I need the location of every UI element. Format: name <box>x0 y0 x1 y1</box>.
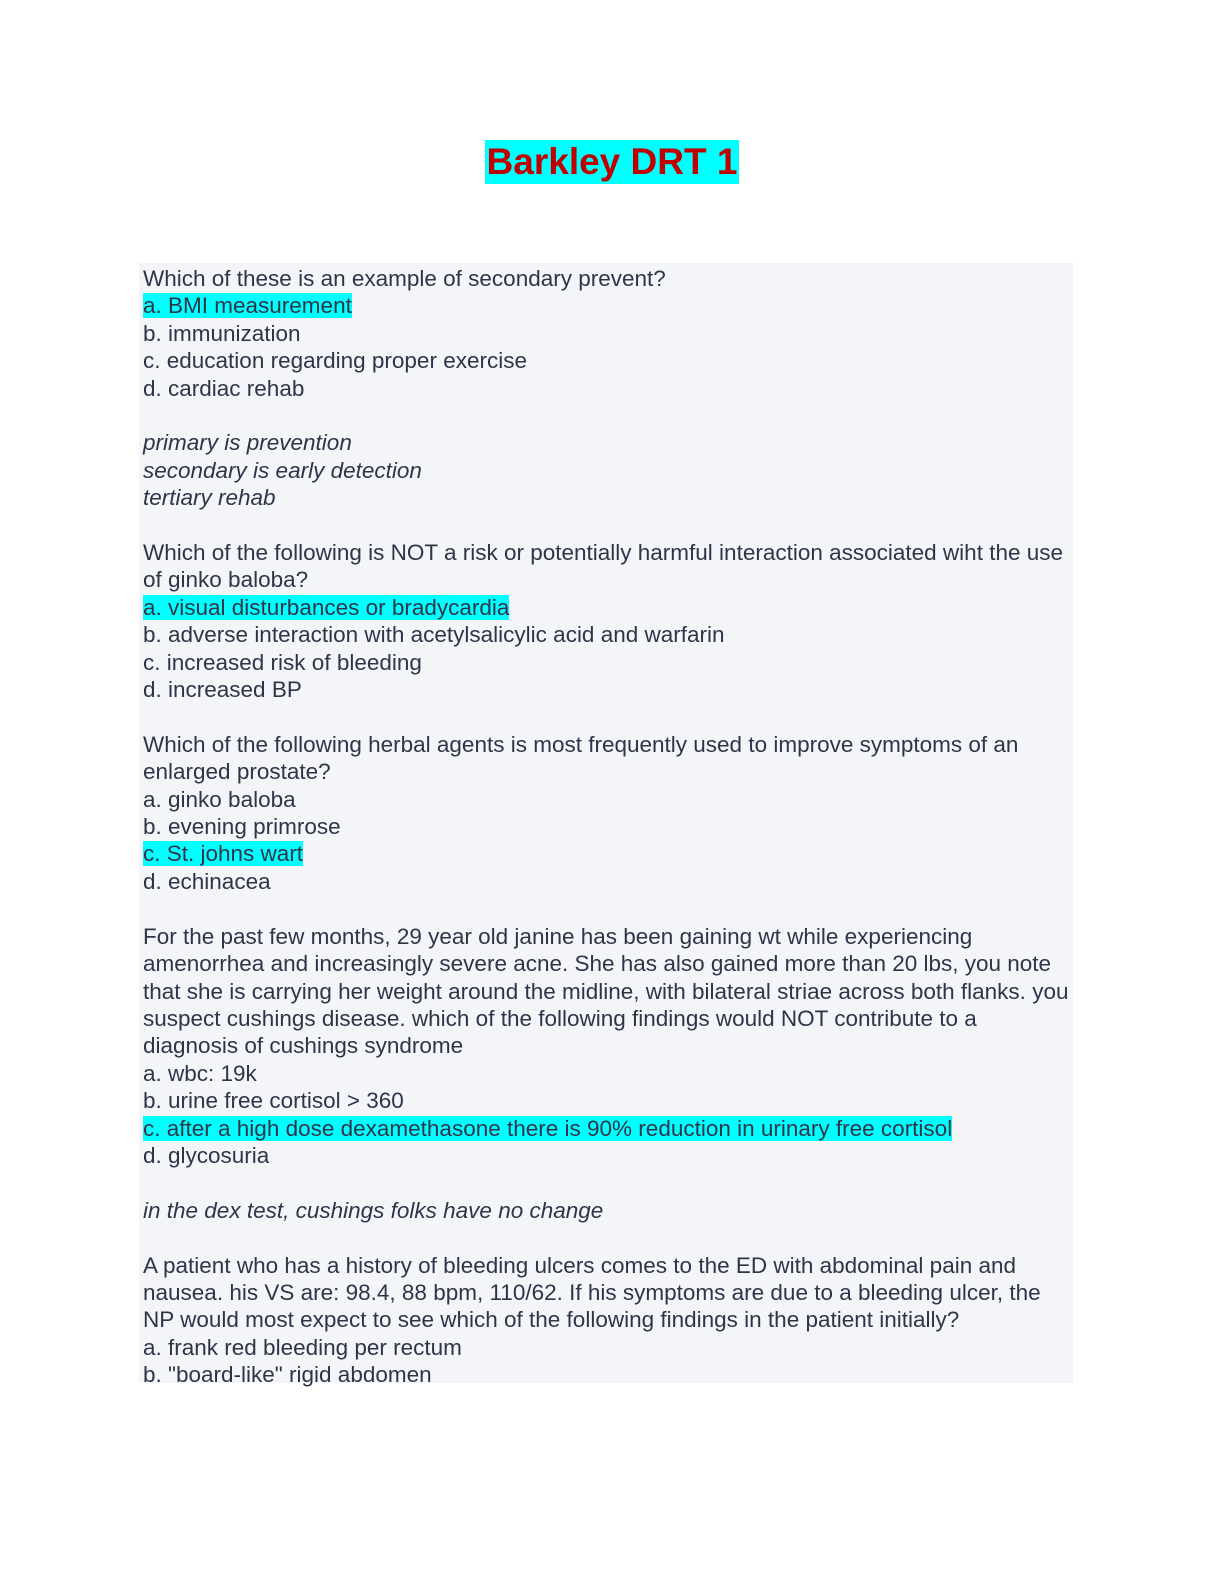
note-line: primary is prevention <box>143 430 352 456</box>
answer-option: c. education regarding proper exercise <box>143 348 527 374</box>
question-4 <box>143 923 1069 1170</box>
spacer <box>143 1224 1069 1251</box>
question-stem: Which of these is an example of secondary prevent? <box>143 266 666 291</box>
question-stem: Which of the following is NOT a risk or potentially harmful interaction associated wiht the use of ginko baloba? <box>143 540 1064 593</box>
note-line: tertiary rehab <box>143 485 276 511</box>
spacer <box>143 1169 1069 1196</box>
highlighted-answer: c. after a high dose dexamethasone there is 90% reduction in urinary free cortisol <box>143 1115 953 1141</box>
highlighted-answer: a. BMI measurement <box>143 293 352 319</box>
answer-option: a. ginko baloba <box>143 786 296 812</box>
highlighted-answer: a. visual disturbances or bradycardia <box>143 594 510 620</box>
spacer <box>143 512 1069 539</box>
answer-option: d. increased BP <box>143 677 302 703</box>
explanation-note <box>143 429 1069 511</box>
answer-option: c. increased risk of bleeding <box>143 649 422 675</box>
question-stem: Which of the following herbal agents is most frequently used to improve symptoms of an enlarged prostate? <box>143 731 1019 785</box>
answer-option: d. glycosuria <box>143 1142 270 1168</box>
question-3 <box>143 731 1069 895</box>
answer-option: b. "board-like" rigid abdomen <box>143 1362 432 1388</box>
question-5 <box>143 1252 1069 1389</box>
spacer <box>143 703 1069 730</box>
note-line: secondary is early detection <box>143 457 422 483</box>
spacer <box>143 895 1069 922</box>
explanation-note: in the dex test, cushings folks have no change <box>143 1197 604 1223</box>
answer-option <box>143 840 1069 867</box>
page-title-container <box>0 140 1224 184</box>
question-2 <box>143 539 1069 703</box>
page-title: Barkley DRT 1 <box>486 141 738 182</box>
answer-option <box>143 292 1069 319</box>
answer-option <box>143 594 1069 621</box>
answer-option: b. evening primrose <box>143 814 341 840</box>
answer-option: d. echinacea <box>143 868 271 894</box>
answer-option: d. cardiac rehab <box>143 375 305 401</box>
answer-option: a. wbc: 19k <box>143 1060 257 1086</box>
spacer <box>143 402 1069 429</box>
document-body <box>139 263 1073 1388</box>
answer-option: a. frank red bleeding per rectum <box>143 1334 462 1360</box>
highlighted-answer: c. St. johns wart <box>143 841 304 867</box>
answer-option: b. urine free cortisol > 360 <box>143 1088 404 1114</box>
question-stem: For the past few months, 29 year old janine has been gaining wt while experiencing amenorrhea and increasingly severe acne. She has also gained more than 20 lbs, you note that she is carrying her weight around the midline, with bilateral striae across both flanks. you suspect cushings disease. which of the following findings would NOT contribute to a diagnosis of cushings syndrome <box>143 923 1069 1059</box>
question-stem: A patient who has a history of bleeding ulcers comes to the ED with abdominal pain and nausea. his VS are: 98.4, 88 bpm, 110/62. If his symptoms are due to a bleeding ulcer, the NP would most expect to see which of the following findings in the patient initially? <box>143 1252 1041 1333</box>
answer-option: b. adverse interaction with acetylsalicylic acid and warfarin <box>143 622 725 648</box>
answer-option: b. immunization <box>143 320 301 346</box>
question-1 <box>143 265 1069 402</box>
answer-option <box>143 1115 1069 1142</box>
